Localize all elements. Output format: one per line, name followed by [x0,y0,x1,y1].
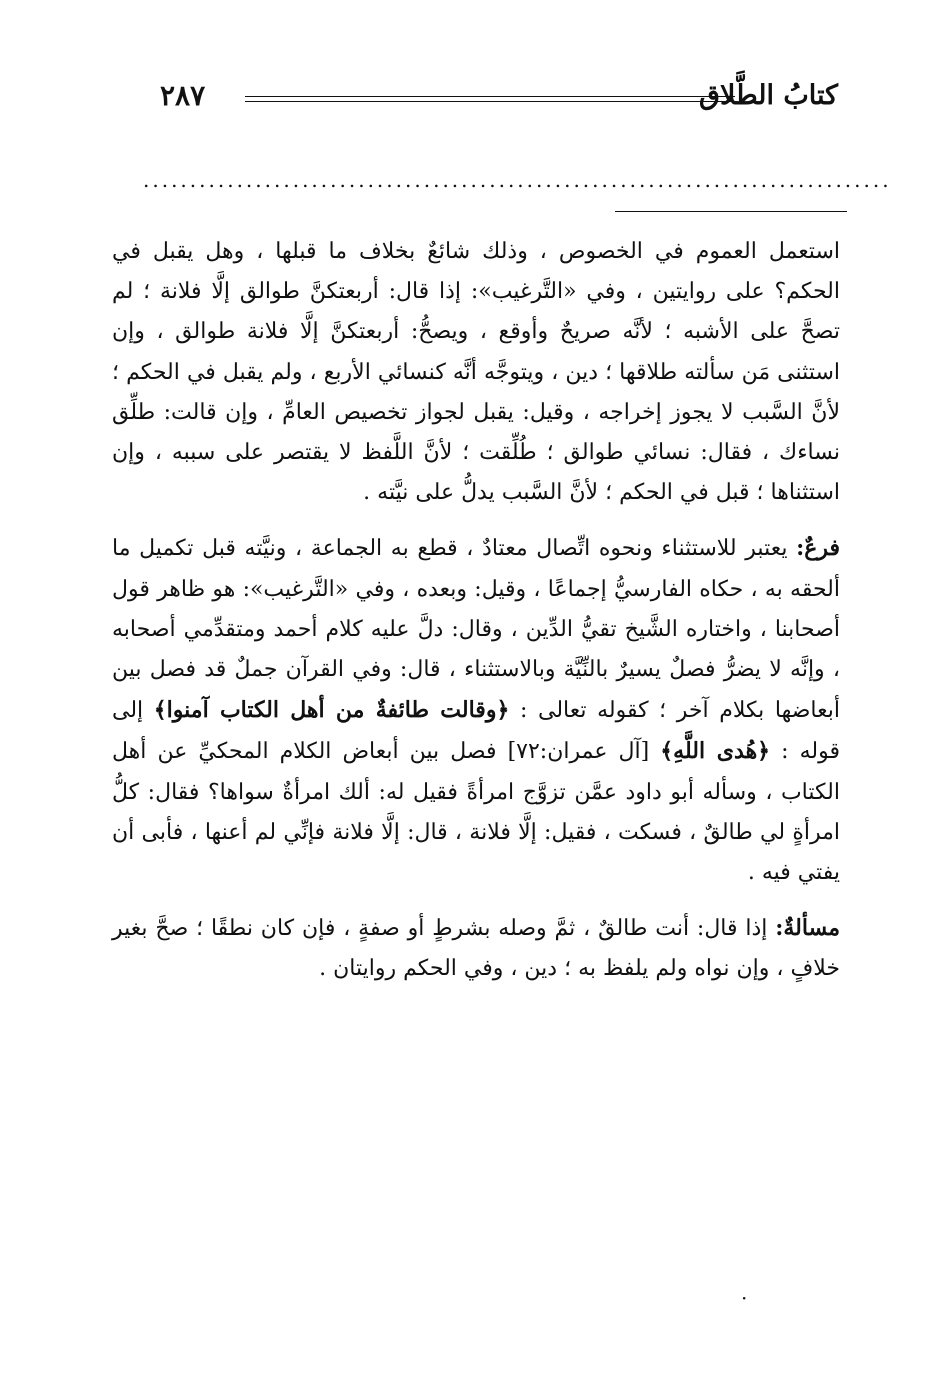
header-rule [245,96,735,97]
dotted-separator: ................................................................................ [143,168,892,192]
paragraph-1-text: استعمل العموم في الخصوص ، وذلك شائعٌ بخلاف ما قبلها ، وهل يقبل في الحكم؟ على روايتين ، وفي «التَّرغيب»: إذا قال: أربعتكنَّ طوالق إلَّا فلانة ؛ لم تصحَّ على الأشبه ؛ لأنَّه صريحٌ وأوقع ، ويصحُّ: أربعتكنَّ إلَّا فلانة طوالق ، وإن استثنى مَن سألته طلاقها ؛ دين ، ويتوجَّه أنَّه كنسائي الأربع ، ولم يقبل في الحكم ؛ لأنَّ السَّبب لا يجوز إخراجه ، وقيل: يقبل لجواز تخصيص العامِّ ، وإن قالت: طلِّق نساءك ، فقال: نسائي طوالق ؛ طُلِّقت ؛ لأنَّ اللَّفظ لا يقتصر على سببه ، وإن استثناها ؛ قبل في الحكم ؛ لأنَّ السَّبب يدلُّ على نيَّته . [112,239,840,506]
paragraph-far [112,528,840,893]
quran-verse-2: ﴿هُدى اللَّهِ﴾ [660,738,771,765]
far-heading: فرعٌ: [796,535,840,562]
masala-heading: مسألةٌ: [775,915,840,942]
far-text-b: إلى قوله : [112,698,840,765]
paragraph-masala [112,908,840,989]
masala-text: إذا قال: أنت طالقٌ ، ثمَّ وصله بشرطٍ أو صفةٍ ، فإن كان نطقًا ؛ صحَّ بغير خلافٍ ، وإن نواه ولم يلفظ به ؛ دين ، وفي الحكم روايتان . [112,916,840,982]
far-text-a: يعتبر للاستثناء ونحوه اتِّصال معتادٌ ، قطع به الجماعة ، ونيَّته قبل تكميل ما ألحقه به ، حكاه الفارسيُّ إجماعًا ، وقيل: وبعده ، وفي «التَّرغيب»: هو ظاهر قول أصحابنا ، واختاره الشَّيخ تقيُّ الدِّين ، وقال: دلَّ عليه كلام أحمد ومتقدِّمي أصحابه ، وإنَّه لا يضرُّ فصلٌ يسيرٌ بالنِّيَّة وبالاستثناء ، قال: وفي القرآن جملٌ قد فصل بين أبعاضها بكلام آخر ؛ كقوله تعالى : [112,536,840,724]
running-title: كتابُ الطَّلاق [699,80,838,111]
far-text-c: [آل عمران:٧٢] فصل بين أبعاض الكلام المحكيِّ عن أهل الكتاب ، وسأله أبو داود عمَّن تزوَّج امرأةً فقيل له: ألك امرأةٌ سواها؟ فقال: كلُّ امرأةٍ لي طالقٌ ، فسكت ، فقيل: إلَّا فلانة ، قال: إلَّا فلانة فإنِّي لم أعنها ، فأبى أن يفتي فيه . [112,739,840,886]
paragraph-1 [112,232,840,513]
page-number: ٢٨٧ [160,79,206,112]
stray-mark: · [741,1286,748,1310]
main-text [112,232,840,1005]
quran-verse-1: ﴿وقالت طائفةٌ من أهل الكتاب آمنوا﴾ [153,697,510,724]
header-rule-second [245,101,735,102]
footnote-rule [615,211,847,212]
